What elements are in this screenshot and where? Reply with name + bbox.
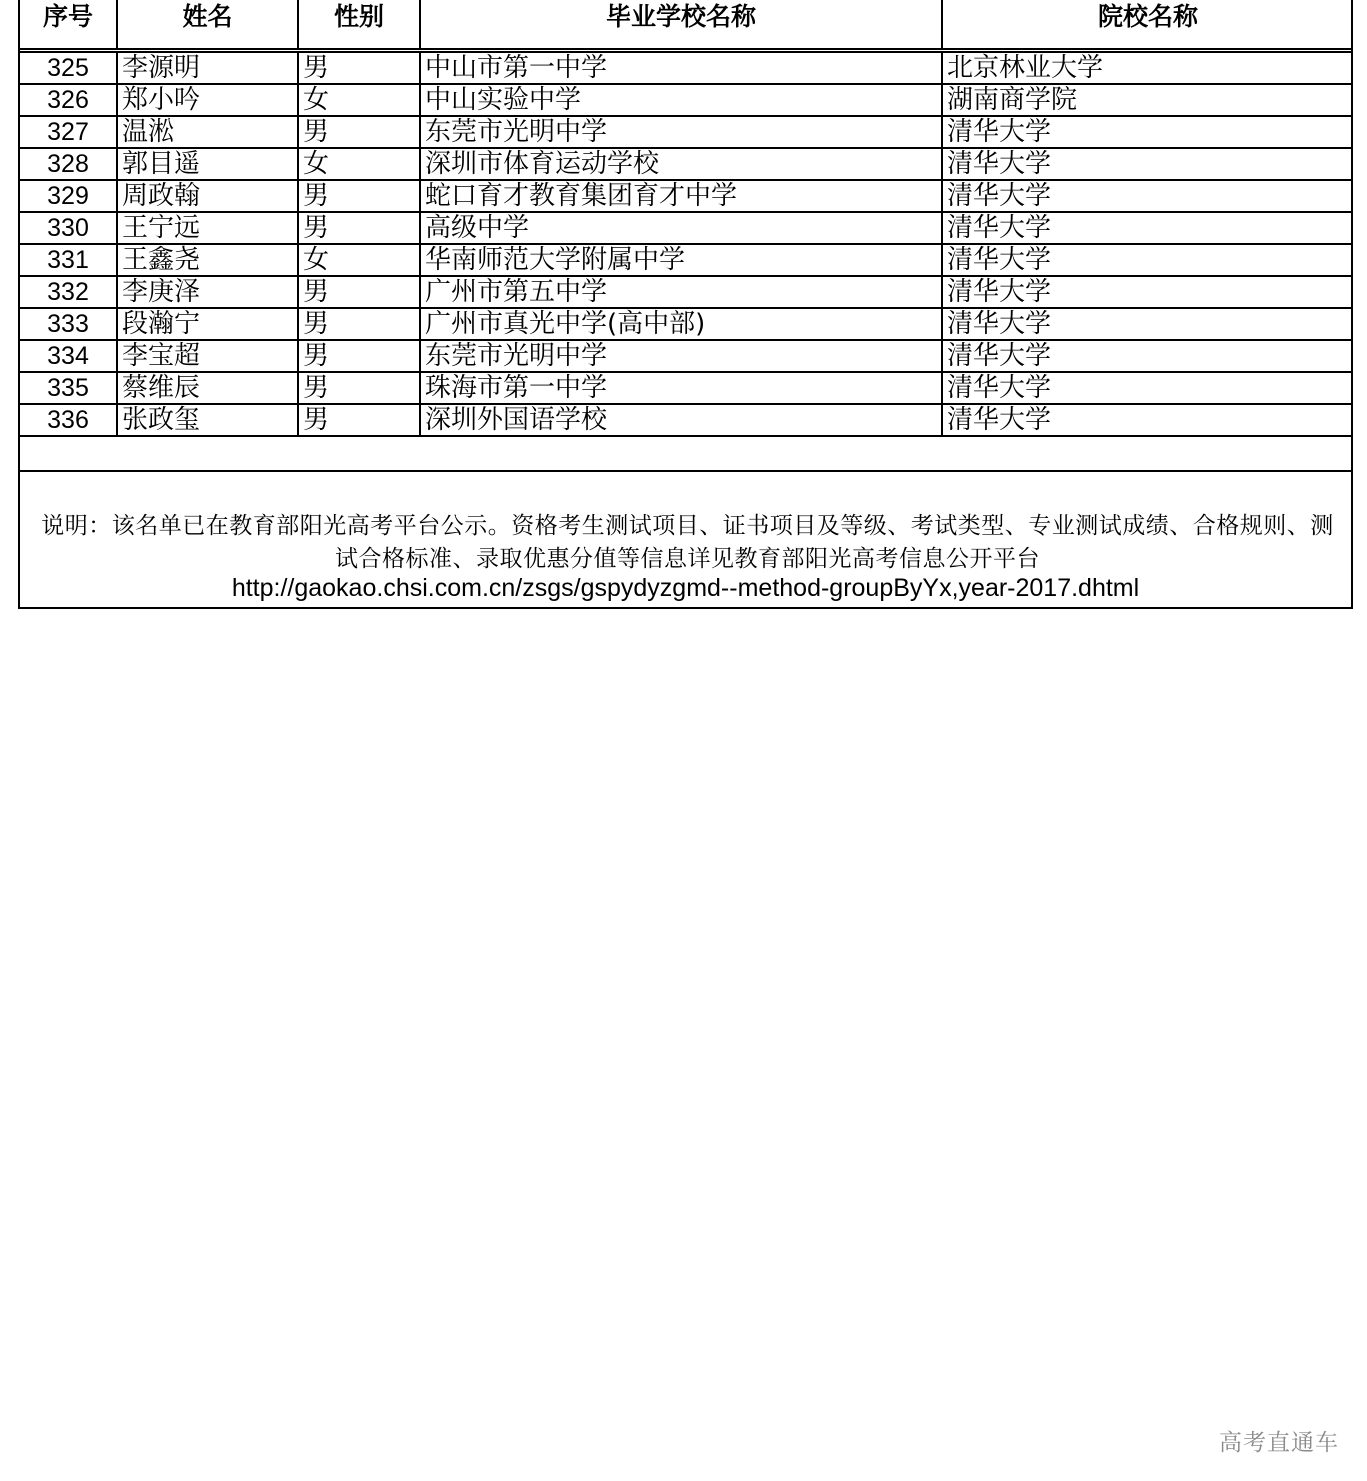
cell-university: 湖南商学院 <box>942 84 1353 116</box>
cell-index: 328 <box>20 148 117 180</box>
cell-name: 张政玺 <box>117 404 298 436</box>
cell-university: 清华大学 <box>942 212 1353 244</box>
cell-index: 332 <box>20 276 117 308</box>
header-row <box>20 0 1353 51</box>
roster-sheet <box>18 0 1353 609</box>
cell-name: 郑小吟 <box>117 84 298 116</box>
cell-gender: 男 <box>298 180 420 212</box>
cell-university: 清华大学 <box>942 276 1353 308</box>
table-row <box>20 51 1353 85</box>
table-row <box>20 372 1353 404</box>
cell-index: 330 <box>20 212 117 244</box>
table-row <box>20 84 1353 116</box>
cell-name: 李宝超 <box>117 340 298 372</box>
header-name: 姓名 <box>117 0 298 51</box>
table-row <box>20 180 1353 212</box>
table-row <box>20 404 1353 436</box>
cell-index: 331 <box>20 244 117 276</box>
cell-name: 王鑫尧 <box>117 244 298 276</box>
cell-gender: 男 <box>298 276 420 308</box>
header-gender: 性别 <box>298 0 420 51</box>
cell-graduated-school: 深圳市体育运动学校 <box>420 148 942 180</box>
cell-index: 336 <box>20 404 117 436</box>
cell-gender: 男 <box>298 51 420 85</box>
cell-name: 周政翰 <box>117 180 298 212</box>
roster-body <box>20 51 1353 437</box>
cell-name: 蔡维辰 <box>117 372 298 404</box>
cell-name: 李庚泽 <box>117 276 298 308</box>
cell-index: 326 <box>20 84 117 116</box>
cell-graduated-school: 中山实验中学 <box>420 84 942 116</box>
cell-university: 北京林业大学 <box>942 51 1353 85</box>
cell-graduated-school: 高级中学 <box>420 212 942 244</box>
cell-name: 郭目遥 <box>117 148 298 180</box>
cell-index: 333 <box>20 308 117 340</box>
cell-university: 清华大学 <box>942 180 1353 212</box>
cell-university: 清华大学 <box>942 340 1353 372</box>
cell-gender: 女 <box>298 84 420 116</box>
cell-name: 段瀚宁 <box>117 308 298 340</box>
cell-university: 清华大学 <box>942 372 1353 404</box>
cell-index: 325 <box>20 51 117 85</box>
cell-index: 334 <box>20 340 117 372</box>
table-row <box>20 212 1353 244</box>
cell-gender: 男 <box>298 212 420 244</box>
cell-gender: 男 <box>298 116 420 148</box>
cell-graduated-school: 广州市第五中学 <box>420 276 942 308</box>
header-university: 院校名称 <box>942 0 1353 51</box>
note-text: 说明：该名单已在教育部阳光高考平台公示。资格考生测试项目、证书项目及等级、考试类型、专业测试成绩、合格规则、测试合格标准、录取优惠分值等信息详见教育部阳光高考信息公开平台 <box>41 513 1334 572</box>
cell-graduated-school: 中山市第一中学 <box>420 51 942 85</box>
cell-graduated-school: 华南师范大学附属中学 <box>420 244 942 276</box>
cell-index: 327 <box>20 116 117 148</box>
cell-graduated-school: 东莞市光明中学 <box>420 116 942 148</box>
cell-graduated-school: 蛇口育才教育集团育才中学 <box>420 180 942 212</box>
cell-gender: 男 <box>298 340 420 372</box>
cell-university: 清华大学 <box>942 244 1353 276</box>
table-row <box>20 276 1353 308</box>
table-row <box>20 116 1353 148</box>
table-row <box>20 340 1353 372</box>
note-box <box>20 470 1351 607</box>
cell-graduated-school: 珠海市第一中学 <box>420 372 942 404</box>
cell-name: 王宁远 <box>117 212 298 244</box>
table-row <box>20 148 1353 180</box>
cell-university: 清华大学 <box>942 308 1353 340</box>
table-row <box>20 244 1353 276</box>
cell-index: 329 <box>20 180 117 212</box>
note-url: http://gaokao.chsi.com.cn/zsgs/gspydyzgmd--method-groupByYx,year-2017.dhtml <box>231 574 1140 602</box>
cell-gender: 女 <box>298 244 420 276</box>
roster-table <box>20 0 1353 437</box>
cell-graduated-school: 深圳外国语学校 <box>420 404 942 436</box>
cell-gender: 男 <box>298 372 420 404</box>
cell-university: 清华大学 <box>942 404 1353 436</box>
cell-gender: 女 <box>298 148 420 180</box>
table-row <box>20 308 1353 340</box>
cell-name: 李源明 <box>117 51 298 85</box>
cell-name: 温淞 <box>117 116 298 148</box>
cell-index: 335 <box>20 372 117 404</box>
header-graduated-school: 毕业学校名称 <box>420 0 942 51</box>
cell-graduated-school: 广州市真光中学(高中部) <box>420 308 942 340</box>
cell-gender: 男 <box>298 404 420 436</box>
cell-university: 清华大学 <box>942 116 1353 148</box>
cell-graduated-school: 东莞市光明中学 <box>420 340 942 372</box>
watermark-text: 高考直通车 <box>1219 1430 1339 1456</box>
cell-university: 清华大学 <box>942 148 1353 180</box>
cell-gender: 男 <box>298 308 420 340</box>
header-index: 序号 <box>20 0 117 51</box>
